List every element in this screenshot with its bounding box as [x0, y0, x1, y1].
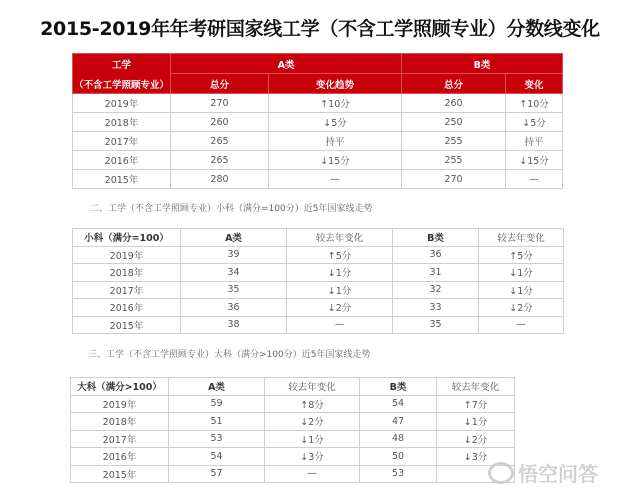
table-cell: ↑10分 [269, 94, 402, 113]
table-cell: 53 [169, 430, 265, 448]
table-row [71, 430, 515, 448]
header-row [73, 229, 564, 247]
header-cell: A类 [181, 229, 287, 247]
table-cell: 2019年 [73, 94, 171, 113]
table-cell: 36 [393, 246, 479, 264]
table-row [73, 151, 563, 170]
table-cell: 2016年 [73, 151, 171, 170]
table-cell: ↑7分 [437, 395, 515, 413]
table-cell: 265 [171, 132, 269, 151]
table-row [73, 132, 563, 151]
table-cell: 31 [393, 264, 479, 282]
table-cell: 2017年 [71, 430, 169, 448]
table-cell: ↓5分 [269, 113, 402, 132]
table-cell: ↓3分 [437, 448, 515, 466]
table-cell: ↓1分 [479, 264, 564, 282]
table-cell: 32 [393, 281, 479, 299]
table-cell: 53 [360, 465, 437, 483]
table-cell: 34 [181, 264, 287, 282]
table-cell: 51 [169, 413, 265, 431]
table-cell: 2015年 [73, 170, 171, 189]
table-cell: 270 [171, 94, 269, 113]
table-cell: ↓1分 [287, 264, 393, 282]
table-cell: 265 [171, 151, 269, 170]
table-cell: 54 [360, 395, 437, 413]
watermark [488, 458, 598, 487]
table-cell: 35 [181, 281, 287, 299]
table-cell: ↓2分 [265, 413, 360, 431]
table-cell: 250 [402, 113, 506, 132]
table-cell: ↓2分 [479, 299, 564, 317]
header-cell: 较去年变化 [287, 229, 393, 247]
table-row [71, 448, 515, 466]
header-cell: 小科（满分=100） [73, 229, 181, 247]
table-cell: 48 [360, 430, 437, 448]
table-cell: — [265, 465, 360, 483]
section-heading-2: 二、工学（不含工学照顾专业）小科（满分=100分）近5年国家线走势 [90, 204, 373, 214]
table-cell: — [479, 316, 564, 334]
table-row [73, 170, 563, 189]
score-table-large-subject [70, 377, 515, 483]
header-cell: A类 [169, 378, 265, 396]
header-cell: 总分 [402, 74, 506, 94]
table-cell: 57 [169, 465, 265, 483]
table-cell: 38 [181, 316, 287, 334]
header-cell: 变化趋势 [269, 74, 402, 94]
table-cell: 260 [171, 113, 269, 132]
section-heading-3: 三、工学（不含工学照顾专业）大科（满分>100分）近5年国家线走势 [88, 350, 371, 360]
table-cell: ↓5分 [506, 113, 563, 132]
table-cell: 270 [402, 170, 506, 189]
header-row [71, 378, 515, 396]
table-row [73, 316, 564, 334]
table-cell: 255 [402, 132, 506, 151]
header-group-b: B类 [402, 54, 563, 74]
header-cell: 较去年变化 [437, 378, 515, 396]
header-corner: 工学 （不含工学照顾专业） [73, 54, 171, 94]
table-row [73, 94, 563, 113]
table-cell: ↓1分 [287, 281, 393, 299]
table-cell: 54 [169, 448, 265, 466]
table-cell: 持平 [506, 132, 563, 151]
table-cell: 33 [393, 299, 479, 317]
table-cell: — [269, 170, 402, 189]
header-group-a: A类 [171, 54, 402, 74]
table-cell: — [506, 170, 563, 189]
header-cell: 总分 [171, 74, 269, 94]
watermark-text: 悟空问答 [518, 462, 598, 486]
table-cell: ↓2分 [287, 299, 393, 317]
table-cell: ↑8分 [265, 395, 360, 413]
table-cell: 2018年 [73, 264, 181, 282]
table-cell: 2016年 [73, 299, 181, 317]
table-cell: 260 [402, 94, 506, 113]
header-cell: 较去年变化 [479, 229, 564, 247]
table-cell: ↓15分 [506, 151, 563, 170]
table-cell: 2015年 [73, 316, 181, 334]
table-cell: 36 [181, 299, 287, 317]
table-cell: 2017年 [73, 132, 171, 151]
table-cell: ↓15分 [269, 151, 402, 170]
table-cell: ↓3分 [265, 448, 360, 466]
score-table-total [72, 53, 563, 189]
table-cell: 47 [360, 413, 437, 431]
table-cell: 2016年 [71, 448, 169, 466]
table-cell: ↓1分 [479, 281, 564, 299]
table-cell: 2018年 [71, 413, 169, 431]
table-cell: 持平 [269, 132, 402, 151]
page-title: 2015-2019年年考研国家线工学（不含工学照顾专业）分数线变化 [40, 18, 600, 40]
table-cell: 2019年 [71, 395, 169, 413]
table-cell: 280 [171, 170, 269, 189]
wukong-logo-icon [488, 462, 514, 484]
table-row [71, 465, 515, 483]
table-cell: ↑5分 [287, 246, 393, 264]
table-cell: 50 [360, 448, 437, 466]
table-cell: 35 [393, 316, 479, 334]
table-cell: 255 [402, 151, 506, 170]
score-table-small-subject [72, 228, 564, 334]
table-row [71, 413, 515, 431]
table-row [73, 246, 564, 264]
table-cell: 39 [181, 246, 287, 264]
table-cell: 2017年 [73, 281, 181, 299]
table-cell: 59 [169, 395, 265, 413]
header-cell: B类 [360, 378, 437, 396]
table-row [73, 264, 564, 282]
table-cell: ↑10分 [506, 94, 563, 113]
table-row [73, 113, 563, 132]
table-cell: ↓2分 [437, 430, 515, 448]
table-cell: ↑5分 [479, 246, 564, 264]
header-cell: 大科（满分>100） [71, 378, 169, 396]
header-cell: 较去年变化 [265, 378, 360, 396]
header-cell: 变化 [506, 74, 563, 94]
table-cell: 2018年 [73, 113, 171, 132]
table-row [73, 299, 564, 317]
table-row [71, 395, 515, 413]
table-cell: ↓1分 [265, 430, 360, 448]
table-row [73, 281, 564, 299]
table-cell: 2019年 [73, 246, 181, 264]
table-cell: 2015年 [71, 465, 169, 483]
header-cell: B类 [393, 229, 479, 247]
table-cell: — [287, 316, 393, 334]
table-cell: ↓1分 [437, 413, 515, 431]
